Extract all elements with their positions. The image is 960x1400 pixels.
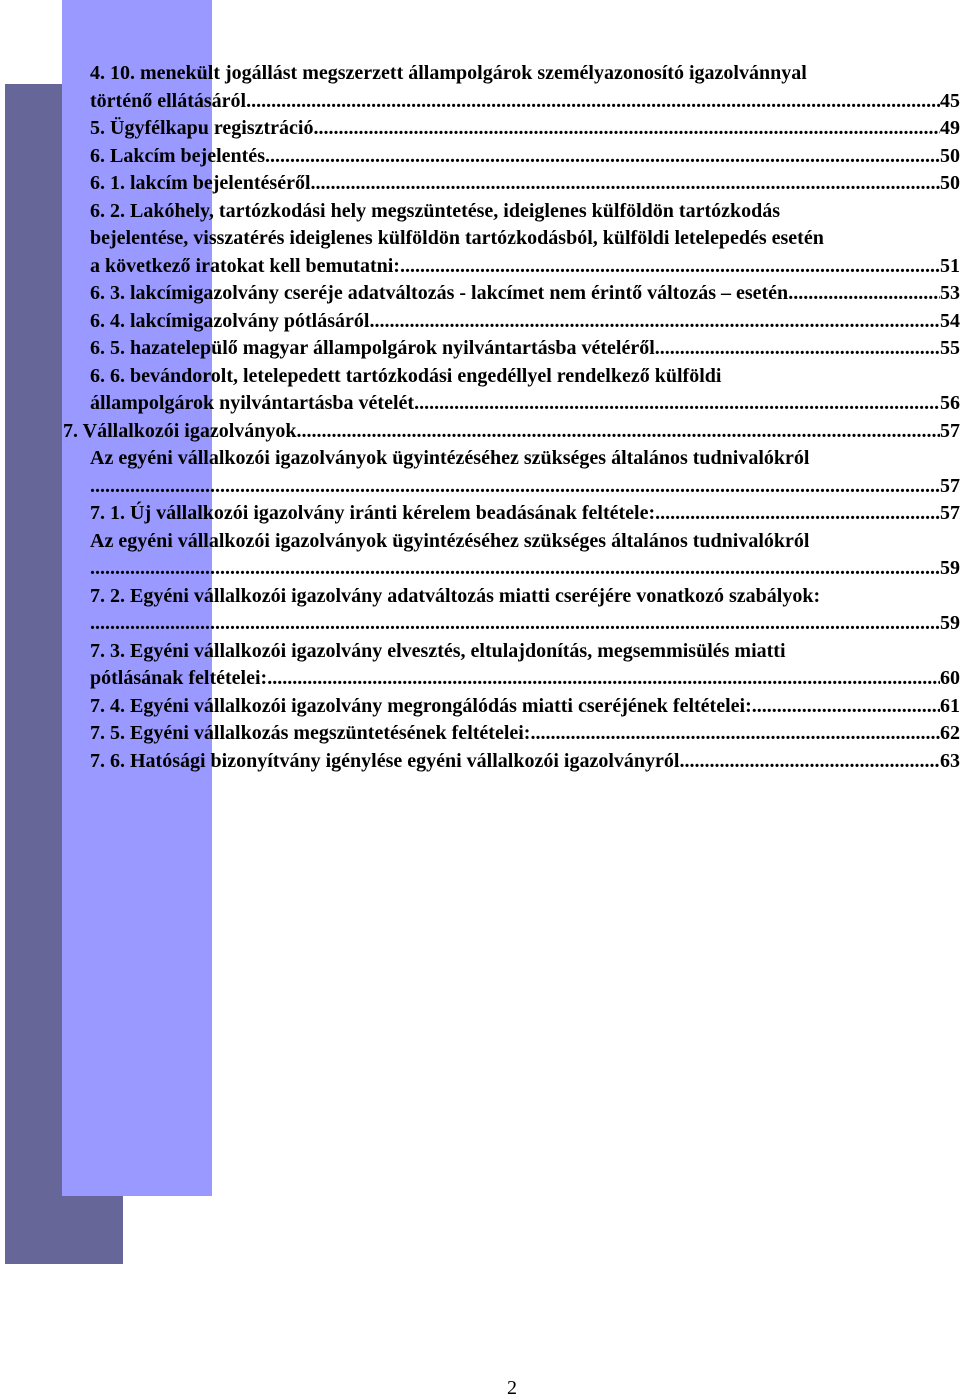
toc-page-number: 57: [940, 502, 960, 524]
toc-entry-title: 7. 2. Egyéni vállalkozói igazolvány adatváltozás miatti cseréjére vonatkozó szabályok:: [90, 584, 821, 607]
toc-page-number: 61: [940, 694, 960, 717]
toc-entry-title: 7. 6. Hatósági bizonyítvány igénylése egyéni vállalkozói igazolványról: [90, 749, 680, 772]
toc-dot-leader: [297, 418, 940, 446]
toc-line[interactable]: [90, 748, 960, 776]
toc-line: [90, 363, 960, 391]
toc-page-number: 45: [940, 89, 960, 112]
toc-line[interactable]: [90, 335, 960, 363]
toc-line: [90, 225, 960, 253]
toc-line[interactable]: [90, 143, 960, 171]
toc-entry-title: Az egyéni vállalkozói igazolványok ügyintézéséhez szükséges általános tudnivalókról: [90, 529, 810, 552]
toc-line[interactable]: [90, 253, 960, 281]
toc-dot-leader: [90, 555, 940, 583]
toc-dot-leader: [311, 170, 941, 198]
toc-entry-title: állampolgárok nyilvántartásba vételét: [90, 392, 415, 414]
toc-line: [90, 198, 960, 226]
toc-page-number: 63: [940, 749, 960, 772]
toc-entry-title: Az egyéni vállalkozói igazolványok ügyintézéséhez szükséges általános tudnivalókról: [90, 447, 810, 469]
toc-line[interactable]: [90, 610, 960, 638]
toc-entry-title: 4. 10. menekült jogállást megszerzett állampolgárok személyazonosító igazolvánnyal: [90, 62, 807, 84]
toc-line: [90, 60, 960, 88]
toc-dot-leader: [246, 88, 940, 116]
toc-dot-leader: [655, 335, 940, 363]
toc-entry-title: 6. 4. lakcímigazolvány pótlásáról: [90, 309, 370, 332]
toc-dot-leader: [788, 280, 940, 308]
toc-line[interactable]: [90, 88, 960, 116]
toc-line[interactable]: [90, 500, 960, 528]
toc-entry-title: 7. 3. Egyéni vállalkozói igazolvány elvesztés, eltulajdonítás, megsemmisülés miatti: [90, 639, 786, 662]
toc-dot-leader: [400, 253, 940, 281]
toc-line[interactable]: [90, 280, 960, 308]
toc-page-number: 62: [940, 722, 960, 744]
toc-page-number: 56: [940, 392, 960, 414]
page-number: 2: [507, 1377, 517, 1399]
toc-entry-title: 7. 1. Új vállalkozói igazolvány iránti kérelem beadásának feltétele:: [90, 502, 656, 524]
toc-dot-leader: [314, 115, 941, 143]
toc-line: [90, 638, 960, 666]
toc-entry-title: 7. 5. Egyéni vállalkozás megszüntetésének feltételei:: [90, 722, 531, 744]
toc-entry-title: 6. 6. bevándorolt, letelepedett tartózkodási engedéllyel rendelkező külföldi: [90, 364, 722, 387]
toc-entry-title: a következő iratokat kell bemutatni:: [90, 254, 400, 277]
toc-entry-title: pótlásának feltételei:: [90, 667, 268, 689]
toc-entry-title: 7. 4. Egyéni vállalkozói igazolvány megrongálódás miatti cseréjének feltételei:: [90, 694, 752, 717]
toc-dot-leader: [90, 473, 940, 501]
toc-line: [90, 528, 960, 556]
toc-page-number: 51: [940, 254, 960, 277]
toc-entry-title: 6. 5. hazatelepülő magyar állampolgárok nyilvántartásba vételéről: [90, 337, 655, 359]
toc-line: [90, 583, 960, 611]
toc-page-number: 55: [940, 337, 960, 359]
toc-dot-leader: [752, 693, 940, 721]
toc-entry-title: 6. 1. lakcím bejelentéséről: [90, 172, 311, 194]
toc-dot-leader: [265, 143, 940, 171]
toc-line: [90, 445, 960, 473]
toc-line[interactable]: [90, 390, 960, 418]
toc-dot-leader: [655, 500, 940, 528]
toc-dot-leader: [679, 748, 940, 776]
toc-line[interactable]: [90, 665, 960, 693]
toc-page-number: 60: [940, 667, 960, 689]
toc-entry-title: történő ellátásáról: [90, 89, 247, 112]
toc-entry-title: 6. Lakcím bejelentés: [90, 144, 265, 167]
toc-entry-title: 6. 2. Lakóhely, tartózkodási hely megszüntetése, ideiglenes külföldön tartózkodás: [90, 199, 781, 222]
toc-entry-title: 5. Ügyfélkapu regisztráció: [90, 117, 314, 139]
toc-page-number: 49: [940, 117, 960, 139]
toc-line[interactable]: [90, 308, 960, 336]
toc-dot-leader: [90, 610, 940, 638]
toc-line[interactable]: [90, 170, 960, 198]
toc-page-number: 57: [940, 474, 960, 497]
toc-page-number: 50: [940, 172, 960, 194]
toc-line[interactable]: [90, 473, 960, 501]
toc-line[interactable]: [90, 555, 960, 583]
toc-dot-leader: [369, 308, 940, 336]
toc-page-number: 50: [940, 144, 960, 167]
toc-page-number: 53: [940, 282, 960, 304]
toc-page-number: 54: [940, 309, 960, 332]
table-of-contents: [63, 60, 960, 775]
toc-page-number: 59: [940, 557, 960, 579]
toc-page-number: 59: [940, 612, 960, 634]
toc-line[interactable]: [90, 115, 960, 143]
toc-dot-leader: [530, 720, 940, 748]
toc-entry-title: bejelentése, visszatérés ideiglenes külföldön tartózkodásból, külföldi letelepedés esetén: [90, 227, 824, 249]
toc-page-number: 57: [940, 419, 960, 442]
toc-dot-leader: [414, 390, 940, 418]
toc-line[interactable]: [90, 720, 960, 748]
toc-line[interactable]: [90, 693, 960, 721]
toc-line[interactable]: [63, 418, 960, 446]
toc-entry-title: 6. 3. lakcímigazolvány cseréje adatváltozás - lakcímet nem érintő változás – esetén: [90, 282, 789, 304]
toc-dot-leader: [267, 665, 940, 693]
toc-entry-title: 7. Vállalkozói igazolványok: [63, 419, 297, 442]
